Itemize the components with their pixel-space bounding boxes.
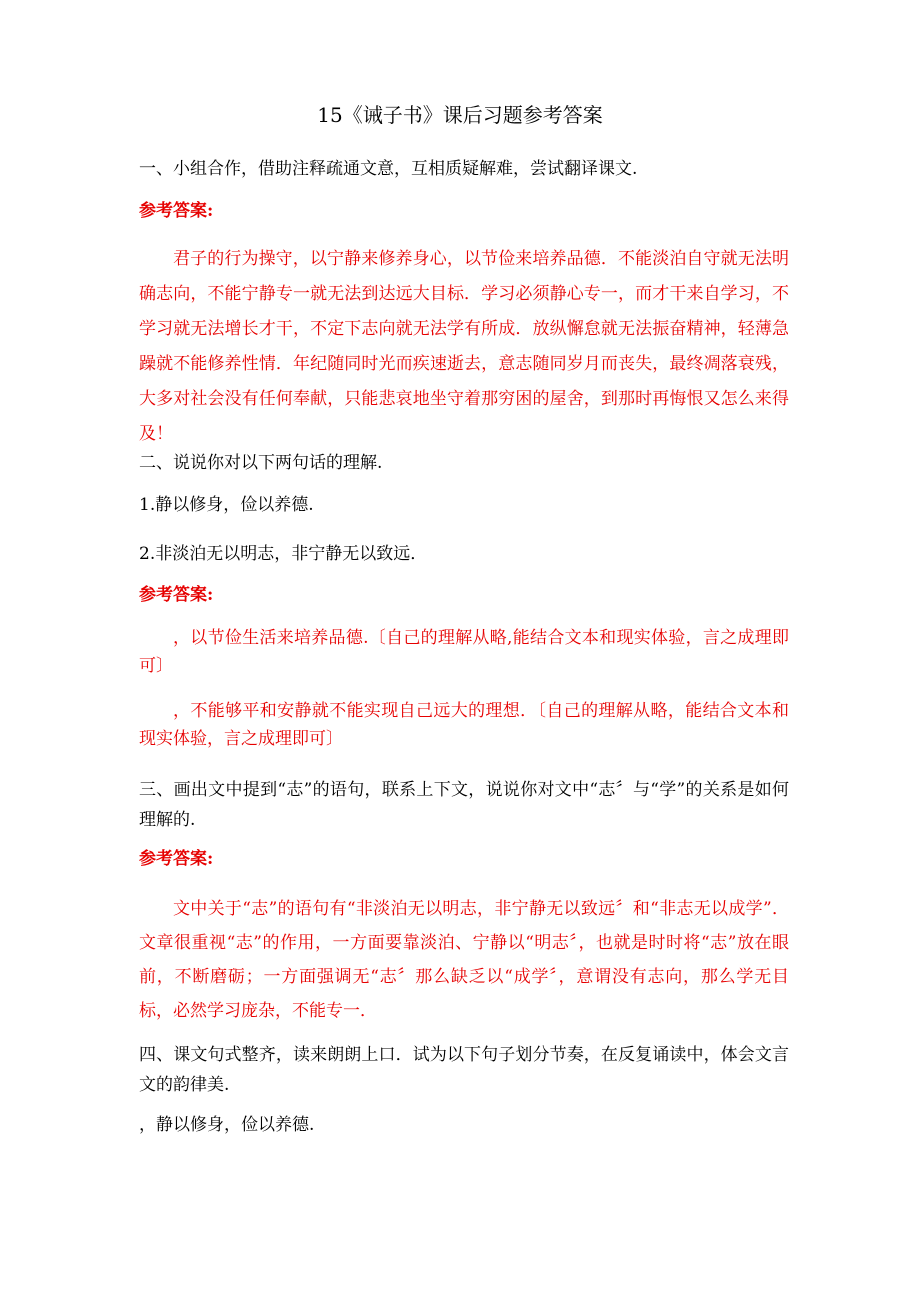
answer-1-text: 君子的行为操守，以宁静来修养身心，以节俭来培养品德．不能淡泊自守就无法明确志向，不能宁静专一就无法到达远大目标．学习必须静心专一，而才干来自学习，不学习就无法增长才干，不定下志向就无法学有所成．放纵懈怠就无法振奋精神，轻薄急躁就不能修养性情．年纪随同时光而疾速逝去，意志随同岁月而丧失，最终凋落衰残，大多对社会没有任何奉献，只能悲哀地坐守着那穷困的屋舍，到那时再悔恨又怎么来得及！ <box>139 249 789 444</box>
answer-label-1: 参考答案: <box>139 201 214 221</box>
answer-2-item-1: ，以节俭生活来培养品德.〔自己的理解从略,能结合文本和现实体验，言之成理即可〕 <box>139 628 789 676</box>
question-2-item-2: 2.非淡泊无以明志，非宁静无以致远． <box>139 544 428 564</box>
answer-label-2: 参考答案: <box>139 585 214 605</box>
answer-3-text: 文中关于“志”的语句有“非淡泊无以明志，非宁静无以致远〞和“非志无以成学”．文章很重视“志”的作用，一方面要靠淡泊、宁静以“明志〞，也就是时时将“志”放在眼前，不断磨砺；一方面强调无“志〞那么缺乏以“成学〞，意谓没有志向，那么学无目标，必然学习庞杂，不能专一． <box>139 899 789 1021</box>
question-4-item-1: ，静以修身，俭以养德. <box>139 1115 315 1135</box>
page-title: 15《诫子书》课后习题参考答案 <box>317 103 603 127</box>
question-4: 四、课文句式整齐，读来朗朗上口．试为以下句子划分节奏，在反复诵读中，体会文言文的韵律美. <box>139 1045 789 1095</box>
question-2: 二、说说你对以下两句话的理解. <box>139 453 383 473</box>
answer-label-3: 参考答案: <box>139 849 214 869</box>
question-2-item-1: 1.静以修身，俭以养德. <box>139 495 314 515</box>
answer-2-item-2: ，不能够平和安静就不能实现自己远大的理想．〔自己的理解从略，能结合文本和现实体验，言之成理即可〕 <box>139 701 789 749</box>
question-3: 三、画出文中提到“志”的语句，联系上下文，说说你对文中“志〞与“学”的关系是如何理解的. <box>139 780 789 830</box>
question-1: 一、小组合作，借助注释疏通文意，互相质疑解难，尝试翻译课文. <box>139 159 638 179</box>
